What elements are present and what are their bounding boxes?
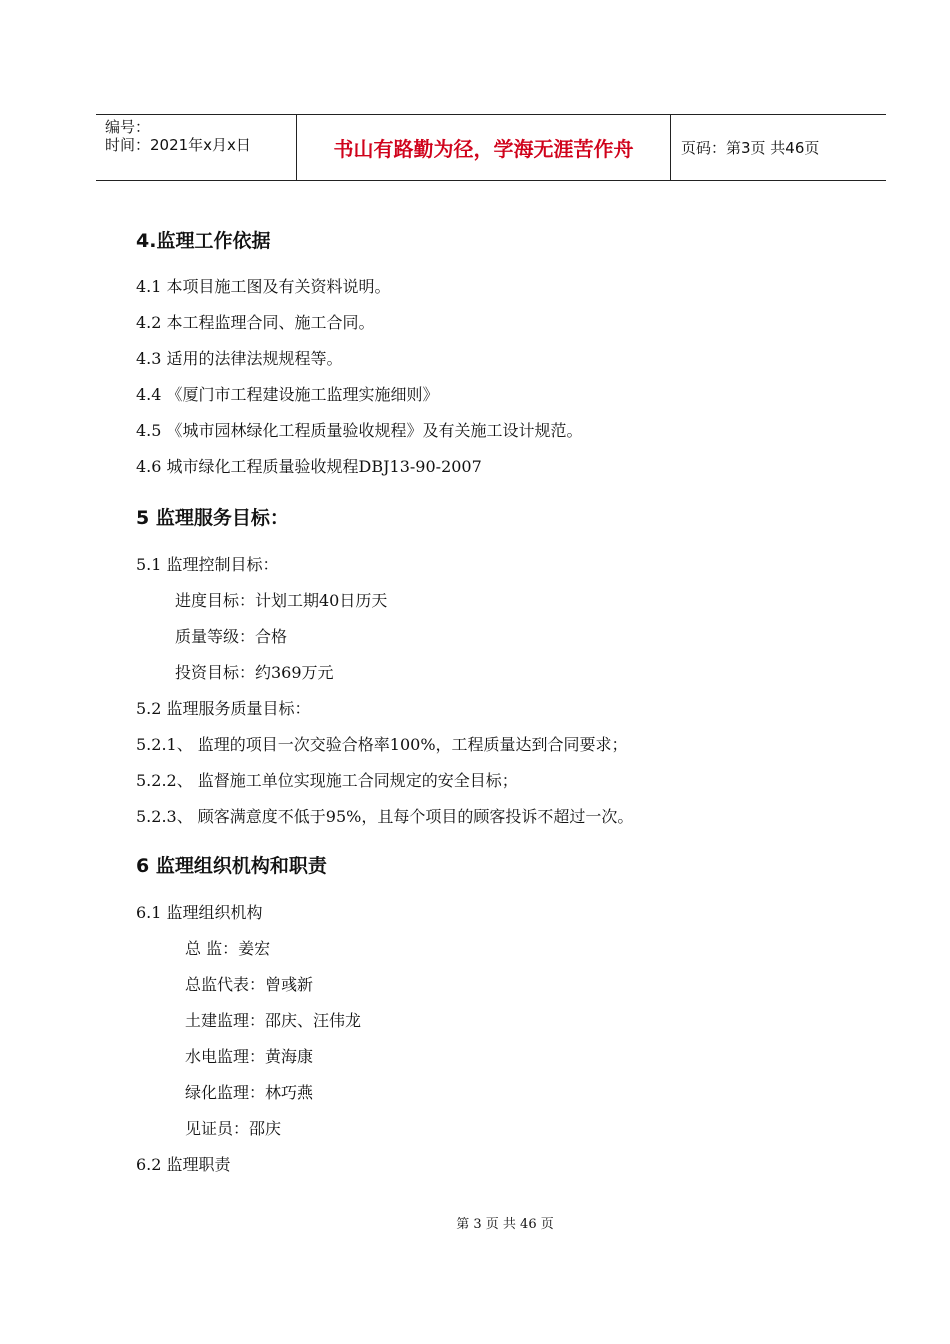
header-page-info: 页码：第3页 共46页 bbox=[681, 139, 820, 157]
page-footer: 第 3 页 共 46 页 bbox=[456, 1217, 554, 1232]
list-item: 5.2.3、 顾客满意度不低于95%，且每个项目的顾客投诉不超过一次。 bbox=[136, 807, 634, 826]
list-item: 质量等级：合格 bbox=[175, 627, 288, 646]
list-item: 5.2.1、 监理的项目一次交验合格率100%，工程质量达到合同要求； bbox=[136, 735, 628, 754]
list-item: 投资目标：约369万元 bbox=[175, 663, 334, 682]
list-item: 绿化监理：林巧燕 bbox=[185, 1083, 314, 1102]
list-item: 水电监理：黄海康 bbox=[185, 1047, 314, 1066]
list-item: 进度目标：计划工期40日历天 bbox=[175, 591, 388, 610]
list-item: 总监代表：曾彧新 bbox=[185, 975, 314, 994]
duties-title: 6.2 监理职责 bbox=[136, 1155, 231, 1174]
section-5-heading: 5 监理服务目标： bbox=[136, 507, 289, 529]
list-item: 5.2.2、 监督施工单位实现施工合同规定的安全目标； bbox=[136, 771, 518, 790]
list-item: 4.2 本工程监理合同、施工合同。 bbox=[136, 313, 375, 332]
document-time: 时间：2021年x月x日 bbox=[105, 136, 251, 154]
org-structure-title: 6.1 监理组织机构 bbox=[136, 903, 263, 922]
list-item: 4.3 适用的法律法规规程等。 bbox=[136, 349, 343, 368]
control-target-title: 5.1 监理控制目标： bbox=[136, 555, 279, 574]
section-4-heading: 4.监理工作依据 bbox=[136, 230, 271, 252]
header-motto: 书山有路勤为径，学海无涯苦作舟 bbox=[297, 115, 671, 180]
quality-target-title: 5.2 监理服务质量目标： bbox=[136, 699, 311, 718]
list-item: 4.1 本项目施工图及有关资料说明。 bbox=[136, 277, 391, 296]
list-item: 总 监：姜宏 bbox=[185, 939, 271, 958]
section-6-heading: 6 监理组织机构和职责 bbox=[136, 855, 327, 877]
list-item: 4.5 《城市园林绿化工程质量验收规程》及有关施工设计规范。 bbox=[136, 421, 583, 440]
header-meta bbox=[96, 115, 297, 180]
document-number-label: 编号： bbox=[105, 118, 151, 136]
list-item: 见证员：邵庆 bbox=[185, 1119, 282, 1138]
list-item: 4.4 《厦门市工程建设施工监理实施细则》 bbox=[136, 385, 439, 404]
list-item: 4.6 城市绿化工程质量验收规程DBJ13-90-2007 bbox=[136, 457, 482, 476]
page-header bbox=[96, 114, 886, 181]
list-item: 土建监理：邵庆、汪伟龙 bbox=[185, 1011, 362, 1030]
